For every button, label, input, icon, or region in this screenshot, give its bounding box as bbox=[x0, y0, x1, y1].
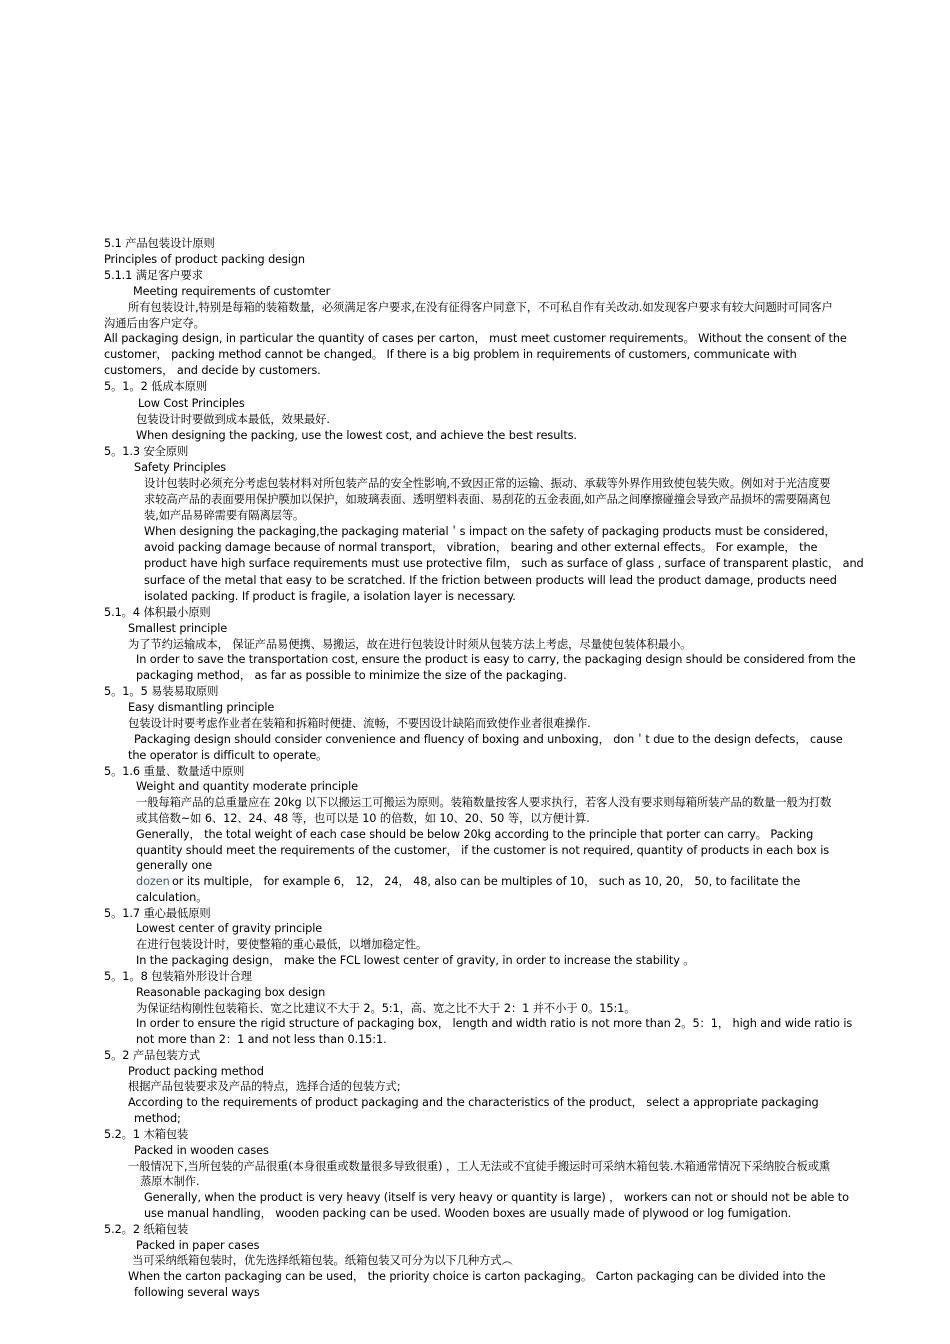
para-10-en-line: Generally, when the product is very heavy (itself is very heavy or quantity is large) ， workers can not or should not be able to bbox=[144, 1191, 849, 1204]
para-3-en-line: When designing the packaging,the packaging material＇s impact on the safety of packaging products must be considered， bbox=[144, 525, 836, 538]
heading-5-2-en-line: Product packing method bbox=[128, 1065, 264, 1078]
para-3-en-line: isolated packing. If product is fragile, a isolation layer is necessary. bbox=[144, 590, 516, 603]
para-9-en-line: method; bbox=[134, 1112, 181, 1125]
heading-5-1-8-en-line: Reasonable packaging box design bbox=[136, 986, 326, 999]
para-6-zh-line: 或其倍数~如 6、12、24、48 等，也可以是 10 的倍数，如 10、20、50 等，以方便计算. bbox=[136, 812, 590, 825]
heading-5-2-zh-line: 5。2 产品包装方式 bbox=[104, 1049, 201, 1062]
heading-5-1-1-en-line: Meeting requirements of customter bbox=[133, 285, 331, 298]
para-4-zh-line: 为了节约运输成本， 保证产品易便携、易搬运，故在进行包装设计时须从包装方法上考虑，尽量使包装体积最小。 bbox=[128, 638, 692, 651]
para-11-zh-line: 当可采纳纸箱包装时，优先选择纸箱包装。纸箱包装又可分为以下几种方式︵ bbox=[132, 1254, 513, 1267]
heading-5-1-5-en-line: Easy dismantling principle bbox=[128, 701, 275, 714]
heading-5-1-6-en-line: Weight and quantity moderate principle bbox=[136, 780, 358, 793]
para-11-en-line: following several ways bbox=[134, 1286, 260, 1299]
heading-5-1-2-zh-line: 5。1。2 低成本原则 bbox=[104, 380, 208, 393]
para-6-en-line: generally one bbox=[136, 859, 213, 872]
para-10-zh-line: 蒸原木制作. bbox=[140, 1175, 200, 1188]
para-1-zh-line: 沟通后由客户定夺。 bbox=[104, 317, 205, 330]
para-3-en-line: avoid packing damage because of normal transport， vibration， bearing and other external effects。 For example， the bbox=[144, 541, 818, 554]
heading-5-1-8-zh-line: 5。1。8 包装箱外形设计合理 bbox=[104, 970, 252, 983]
heading-5-1-zh-line: 5.1 产品包装设计原则 bbox=[104, 237, 215, 250]
para-3-zh-line: 求较高产品的表面要用保护膜加以保护，如玻璃表面、透明塑料表面、易刮花的五金表面,如产品之间摩擦碰撞会导致产品损坏的需要隔离包 bbox=[144, 493, 831, 506]
heading-5-1-7-zh-line: 5。1.7 重心最低原则 bbox=[104, 907, 211, 920]
para-3-zh-line: 设计包装时必须充分考虑包装材料对所包装产品的安全性影响,不致因正常的运输、振动、承载等外界作用致使包装失败。例如对于光洁度要 bbox=[144, 477, 831, 490]
para-4-en-line: In order to save the transportation cost, ensure the product is easy to carry, the packaging design should be considered from the bbox=[136, 653, 856, 666]
para-7-en-line: In the packaging design， make the FCL lowest center of gravity, in order to increase the stability 。 bbox=[136, 954, 695, 967]
para-1-en-line: customers， and decide by customers. bbox=[104, 364, 321, 377]
heading-5-1-1-zh-line: 5.1.1 满足客户要求 bbox=[104, 269, 203, 282]
heading-5-1-2-en-line: Low Cost Principles bbox=[138, 397, 245, 410]
para-9-zh-line: 根据产品包装要求及产品的特点，选择合适的包装方式; bbox=[128, 1080, 401, 1093]
para-11-en-line: When the carton packaging can be used， the priority choice is carton packaging。 Carton packaging can be divided into the bbox=[128, 1270, 826, 1283]
heading-5-2-1-en-line: Packed in wooden cases bbox=[134, 1144, 269, 1157]
para-6-en-dozen-line: dozen bbox=[136, 875, 170, 888]
para-10-en-line: use manual handling， wooden packing can be used. Wooden boxes are usually made of plywood or log fumigation. bbox=[144, 1207, 792, 1220]
para-7-zh-line: 在进行包装设计时，要使整箱的重心最低，以增加稳定性。 bbox=[136, 938, 428, 951]
para-5-en-line: Packaging design should consider convenience and fluency of boxing and unboxing， don＇t due to the design defects， cause bbox=[134, 733, 843, 746]
para-3-en-line: surface of the metal that easy to be scratched. If the friction between products will lead the product damage, products need bbox=[144, 574, 837, 587]
para-10-zh-line: 一般情况下,当所包装的产品很重(本身很重或数量很多导致很重) ，工人无法或不宜徒手搬运时可采纳木箱包装.木箱通常情况下采纳胶合板或熏 bbox=[128, 1160, 831, 1173]
heading-5-1-5-zh-line: 5。1。5 易装易取原则 bbox=[104, 685, 219, 698]
para-8-en-line: In order to ensure the rigid structure of packaging box， length and width ratio is not more than 2。5：1， high and wide ratio is bbox=[136, 1017, 853, 1030]
heading-5-1-6-zh-line: 5。1.6 重量、数量适中原则 bbox=[104, 765, 245, 778]
para-6-en-line: or its multiple， for example 6， 12， 24， 48, also can be multiples of 10， such as 10, 20， 50, to facilitate the bbox=[172, 875, 801, 888]
heading-5-1-en-line: Principles of product packing design bbox=[104, 253, 305, 266]
para-8-en-line: not more than 2：1 and not less than 0.15:1. bbox=[136, 1033, 387, 1046]
para-6-en-line: quantity should meet the requirements of the customer， if the customer is not required, quantity of products in each box is bbox=[136, 844, 830, 857]
heading-5-2-2-zh-line: 5.2。2 纸箱包装 bbox=[104, 1223, 189, 1236]
para-5-en-line: the operator is difficult to operate。 bbox=[128, 749, 328, 762]
heading-5-1-4-en-line: Smallest principle bbox=[128, 622, 228, 635]
heading-5-1-3-en-line: Safety Principles bbox=[134, 461, 227, 474]
para-1-en-line: customer， packing method cannot be changed。 If there is a big problem in requirements of customers, communicate with bbox=[104, 348, 797, 361]
para-9-en-line: According to the requirements of product packaging and the characteristics of the product， select a appropriate packaging bbox=[128, 1096, 819, 1109]
para-1-en-line: All packaging design, in particular the quantity of cases per carton， must meet customer requirements。 Without the consent of the bbox=[104, 332, 847, 345]
para-5-zh-line: 包装设计时要考虑作业者在装箱和拆箱时便捷、流畅，不要因设计缺陷而致使作业者很难操作. bbox=[128, 717, 591, 730]
para-4-en-line: packaging method， as far as possible to minimize the size of the packaging. bbox=[136, 669, 567, 682]
heading-5-1-4-zh-line: 5.1。4 体积最小原则 bbox=[104, 606, 211, 619]
heading-5-1-3-zh-line: 5。1.3 安全原则 bbox=[104, 445, 189, 458]
heading-5-2-2-en-line: Packed in paper cases bbox=[136, 1239, 260, 1252]
para-3-en-line: product have high surface requirements must use protective film， such as surface of glass , surface of transparent plastic， and bbox=[144, 557, 864, 570]
heading-5-2-1-zh-line: 5.2。1 木箱包装 bbox=[104, 1128, 189, 1141]
para-6-en-line: Generally， the total weight of each case should be below 20kg according to the principle that porter can carry。 Packing bbox=[136, 828, 814, 841]
para-6-zh-line: 一般每箱产品的总重量应在 20kg 以下以搬运工可搬运为原则。装箱数量按客人要求执行，若客人没有要求则每箱所装产品的数量一般为打数 bbox=[136, 796, 832, 809]
heading-5-1-7-en-line: Lowest center of gravity principle bbox=[136, 922, 323, 935]
para-2-zh-line: 包装设计时要做到成本最低，效果最好. bbox=[136, 413, 330, 426]
para-1-zh-line: 所有包装设计,特别是每箱的装箱数量，必须满足客户要求,在没有征得客户同意下，不可私自作有关改动.如发现客户要求有较大问题时可同客户 bbox=[128, 301, 833, 314]
para-3-zh-line: 装,如产品易碎需要有隔离层等。 bbox=[144, 509, 305, 522]
para-2-en-line: When designing the packing, use the lowest cost, and achieve the best results. bbox=[136, 429, 577, 442]
para-6-en-line: calculation。 bbox=[136, 891, 208, 904]
para-8-zh-line: 为保证结构刚性包装箱长、宽之比建议不大于 2。5:1，高、宽之比不大于 2：1 并不小于 0。15:1。 bbox=[136, 1002, 636, 1015]
